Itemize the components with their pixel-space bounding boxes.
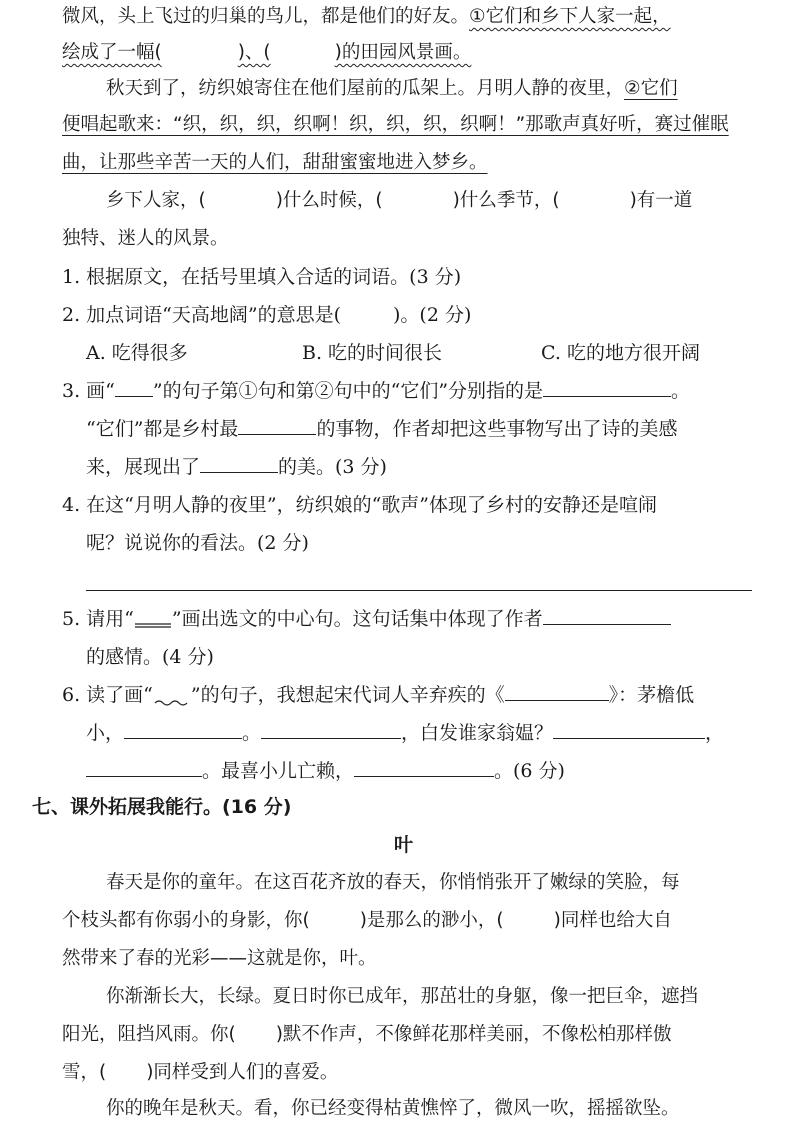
article-line-2: 个枝头都有你弱小的身影，你( )是那么的渺小，( )同样也给大自 [62, 910, 672, 931]
question-4-line-2: 呢？说说你的看法。(2 分) [86, 532, 309, 554]
wavy-mark-sample [153, 683, 191, 701]
article-line-3: 然带来了春的光彩——这就是你，叶。 [62, 948, 377, 969]
passage-text: 秋天到了，纺织娘寄住在他们屋前的瓜架上。月明人静的夜里， [106, 78, 625, 99]
passage-line-4 [62, 112, 729, 138]
answer-blank[interactable] [505, 682, 609, 701]
wavy-underlined-sentence: ①它们和乡下人家一起， [469, 6, 671, 27]
answer-blank[interactable] [124, 720, 242, 739]
underlined-sentence: ②它们 [624, 78, 678, 99]
article-line-5: 阳光，阻挡风雨。你( )默不作声，不像鲜花那样美丽，不像松柏那样傲 [62, 1024, 672, 1045]
article-line-6: 雪，( )同样受到人们的喜爱。 [62, 1062, 339, 1083]
answer-line[interactable] [86, 590, 752, 591]
question-4: 4. 在这“月明人静的夜里”，纺织娘的“歌声”体现了乡村的安静还是喧闹 [62, 494, 658, 516]
answer-blank[interactable] [354, 758, 494, 777]
question-2: 2. 加点词语“天高地阔”的意思是( )。(2 分) [62, 304, 472, 326]
answer-blank[interactable] [543, 378, 671, 397]
passage-line-3 [106, 76, 678, 102]
question-1: 1. 根据原文，在括号里填入合适的词语。(3 分) [62, 266, 462, 288]
double-underline-mark-sample [134, 607, 172, 625]
answer-blank[interactable] [86, 758, 202, 777]
article-title: 叶 [394, 834, 414, 856]
question-6-line-3: 。最喜小儿亡赖， 。(6 分) [86, 758, 565, 784]
question-3-line-2: “它们”都是乡村最 的事物，作者却把这些事物写出了诗的美感 [86, 418, 678, 440]
question-5-line-2: 的感情。(4 分) [86, 646, 214, 668]
question-6-line-2: 小， 。 ，白发谁家翁媪？ ， [86, 722, 725, 744]
question-5: 5. 请用“ ”画出选文的中心句。这句话集中体现了作者 [62, 606, 671, 632]
answer-blank[interactable] [543, 606, 671, 625]
section-heading: 七、课外拓展我能行。(16 分) [32, 796, 292, 818]
underlined-sentence: 便唱起歌来：“织，织，织，织啊！织，织，织，织啊！”那歌声真好听，赛过催眠 [62, 114, 729, 135]
underline-mark-sample [115, 378, 153, 397]
answer-blank[interactable] [238, 416, 316, 435]
article-line-1: 春天是你的童年。在这百花齐放的春天，你悄悄张开了嫩绿的笑脸，每 [106, 872, 680, 893]
passage-line-5 [62, 150, 488, 176]
passage-line-2 [62, 40, 471, 66]
question-6: 6. 读了画“ ”的句子，我想起宋代词人辛弃疾的《 》：茅檐低 [62, 684, 695, 706]
answer-blank[interactable] [200, 454, 278, 473]
passage-line-6: 乡下人家，( )什么时候，( )什么季节，( )有一道 [106, 190, 693, 211]
question-2-option-c[interactable]: C. 吃的地方很开阔 [541, 342, 700, 364]
passage-text: 微风，头上飞过的归巢的鸟儿，都是他们的好友。 [62, 6, 470, 27]
passage-line-1 [62, 4, 671, 30]
answer-blank[interactable] [553, 720, 705, 739]
question-3: 3. 画“ ”的句子第①句和第②句中的“它们”分别指的是 。 [62, 380, 691, 402]
answer-blank[interactable] [261, 720, 401, 739]
question-2-option-a[interactable]: A. 吃得很多 [86, 342, 188, 364]
underlined-sentence: 曲，让那些辛苦一天的人们，甜甜蜜蜜地进入梦乡。 [62, 152, 488, 173]
wavy-underlined-sentence: 绘成了一幅( )、( )的田园风景画。 [62, 42, 472, 63]
passage-line-7: 独特、迷人的风景。 [62, 228, 229, 249]
article-line-7: 你的晚年是秋天。看，你已经变得枯黄憔悴了，微风一吹，摇摇欲坠。 [106, 1098, 680, 1119]
article-line-4: 你渐渐长大，长绿。夏日时你已成年，那茁壮的身躯，像一把巨伞，遮挡 [106, 986, 699, 1007]
question-3-line-3: 来，展现出了 的美。(3 分) [86, 456, 387, 478]
question-2-option-b[interactable]: B. 吃的时间很长 [302, 342, 443, 364]
